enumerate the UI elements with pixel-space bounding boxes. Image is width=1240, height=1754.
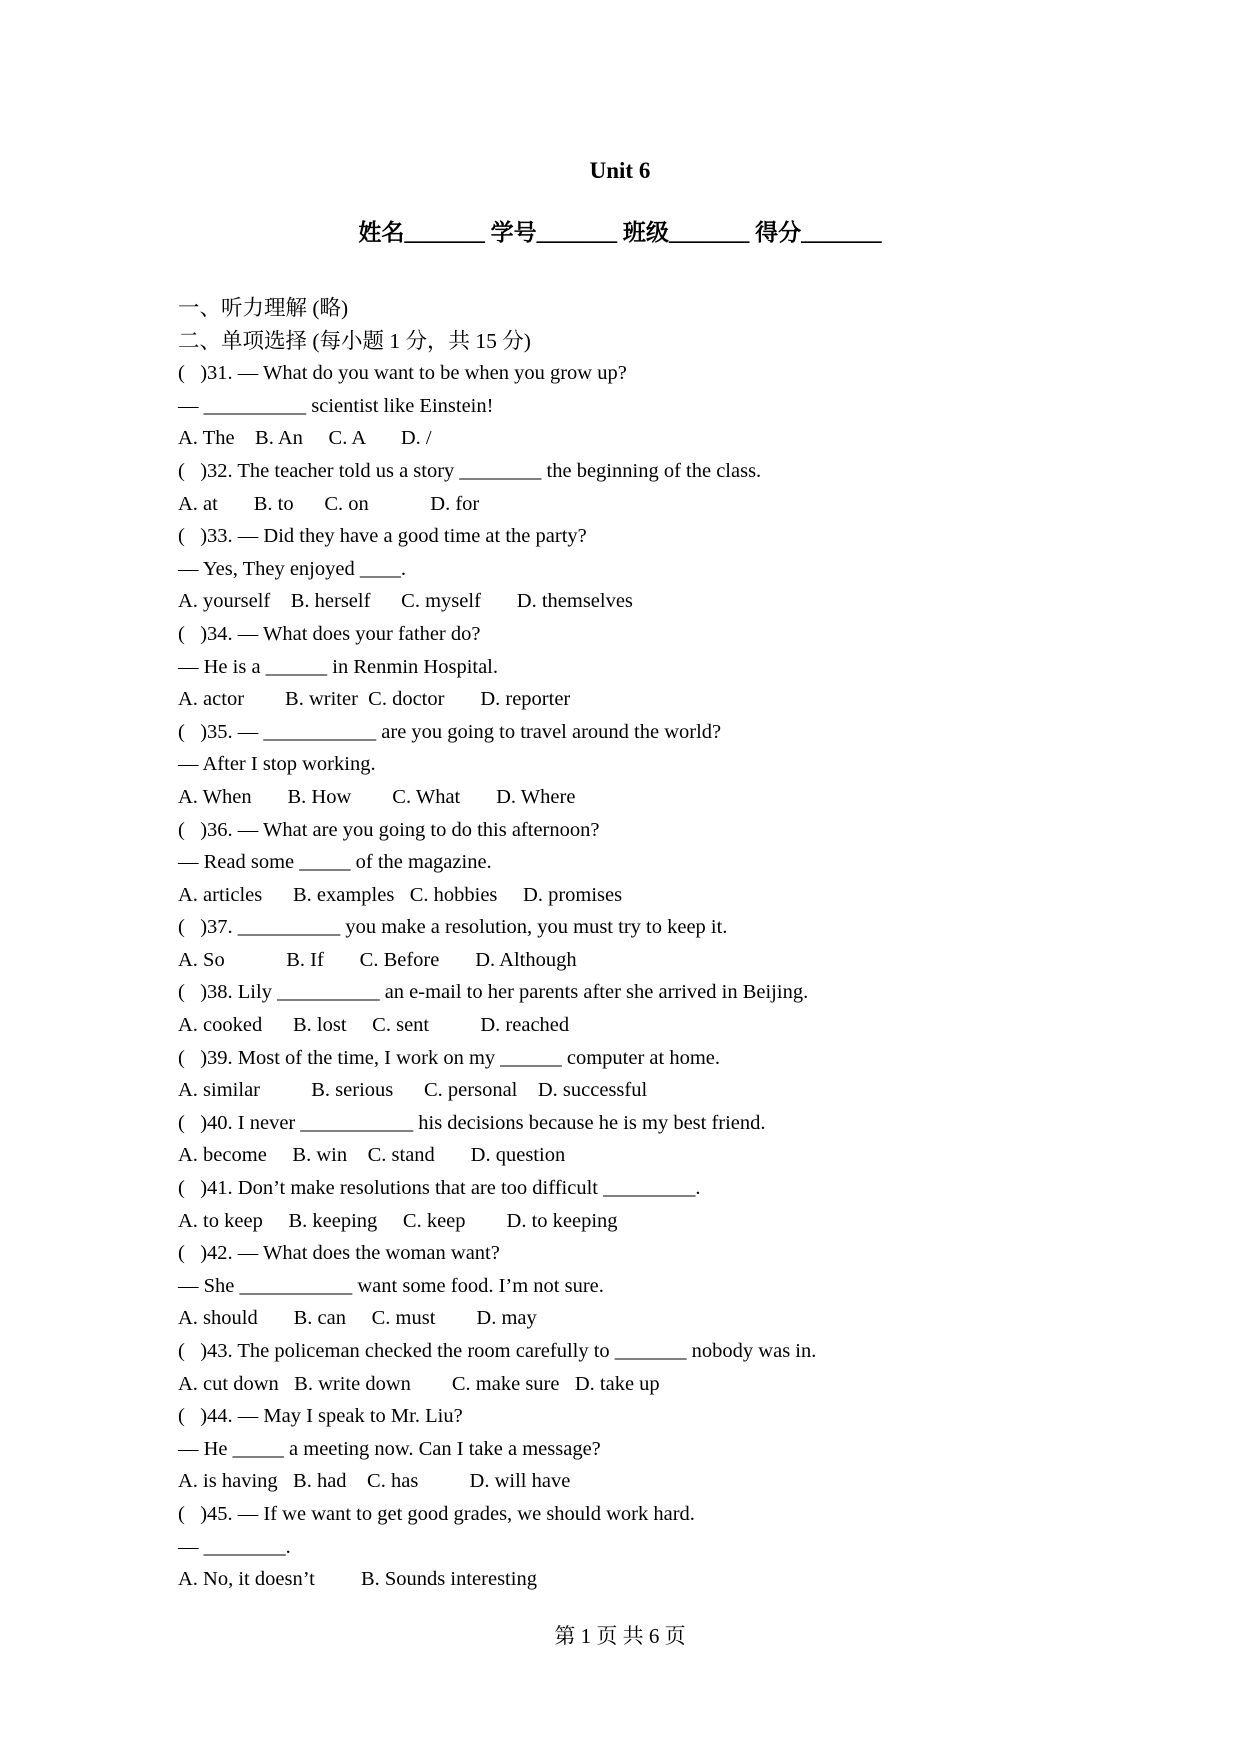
question-line: ( )41. Don’t make resolutions that are too difficult _________. — [178, 1177, 701, 1200]
question-line: ( )34. — What does your father do? — [178, 622, 481, 645]
options-line: A. should B. can C. must D. may — [178, 1307, 537, 1330]
student-field — [623, 220, 750, 245]
answer-line: — She ___________ want some food. I’m not sure. — [178, 1274, 604, 1297]
question-line: ( )45. — If we want to get good grades, we should work hard. — [178, 1502, 695, 1525]
question-line: ( )33. — Did they have a good time at the party? — [178, 525, 587, 548]
question-list — [178, 292, 1204, 1596]
question-line: ( )37. __________ you make a resolution, you must try to keep it. — [178, 916, 728, 939]
field-blank: _______ — [536, 220, 618, 245]
question-line: ( )42. — What does the woman want? — [178, 1242, 500, 1265]
question-line: ( )44. — May I speak to Mr. Liu? — [178, 1405, 463, 1428]
options-line: A. actor B. writer C. doctor D. reporter — [178, 688, 571, 711]
question-line: ( )40. I never ___________ his decisions because he is my best friend. — [178, 1111, 766, 1134]
options-line: A. cut down B. write down C. make sure D. take up — [178, 1372, 660, 1395]
section-heading: 一、听力理解 (略) — [178, 296, 349, 320]
field-blank: _______ — [668, 220, 750, 245]
answer-line: — ________. — [178, 1535, 291, 1558]
field-label: 姓名 — [358, 220, 405, 245]
field-label: 学号 — [490, 220, 537, 245]
answer-line: — Read some _____ of the magazine. — [178, 851, 492, 874]
field-blank: _______ — [801, 220, 882, 245]
answer-line: — After I stop working. — [178, 753, 376, 776]
question-line: ( )35. — ___________ are you going to travel around the world? — [178, 720, 722, 743]
question-line: ( )31. — What do you want to be when you grow up? — [178, 362, 627, 385]
options-line: A. yourself B. herself C. myself D. themselves — [178, 590, 633, 613]
options-line: A. articles B. examples C. hobbies D. promises — [178, 883, 623, 906]
options-line: A. at B. to C. on D. for — [178, 492, 480, 515]
student-field — [491, 220, 618, 245]
options-line: A. When B. How C. What D. Where — [178, 785, 576, 808]
question-line: ( )43. The policeman checked the room carefully to _______ nobody was in. — [178, 1340, 817, 1362]
question-line: ( )39. Most of the time, I work on my ______ computer at home. — [178, 1046, 721, 1069]
student-info-row — [0, 214, 1240, 247]
answer-line: — He _____ a meeting now. Can I take a message? — [178, 1437, 601, 1460]
field-label: 得分 — [755, 220, 802, 245]
options-line: A. become B. win C. stand D. question — [178, 1144, 566, 1167]
options-line: A. No, it doesn’t B. Sounds interesting — [178, 1568, 537, 1591]
question-line: ( )32. The teacher told us a story ________ the beginning of the class. — [178, 459, 762, 482]
answer-line: — He is a ______ in Renmin Hospital. — [178, 655, 499, 678]
answer-line: — Yes, They enjoyed ____. — [178, 557, 406, 580]
question-line: ( )36. — What are you going to do this afternoon? — [178, 818, 600, 841]
answer-line: — __________ scientist like Einstein! — [178, 394, 494, 417]
student-field — [358, 220, 485, 245]
options-line: A. to keep B. keeping C. keep D. to keeping — [178, 1209, 618, 1232]
options-line: A. similar B. serious C. personal D. successful — [178, 1079, 648, 1102]
field-label: 班级 — [622, 220, 669, 245]
question-line: ( )38. Lily __________ an e-mail to her parents after she arrived in Beijing. — [178, 981, 809, 1004]
field-blank: _______ — [404, 220, 485, 245]
options-line: A. cooked B. lost C. sent D. reached — [178, 1014, 570, 1037]
student-field — [755, 220, 882, 245]
options-line: A. The B. An C. A D. / — [178, 427, 432, 450]
options-line: A. is having B. had C. has D. will have — [178, 1470, 571, 1493]
page-number: 第 1 页 共 6 页 — [554, 1624, 686, 1648]
section-heading: 二、单项选择 (每小题 1 分，共 15 分) — [178, 328, 531, 353]
page-title: Unit 6 — [589, 158, 651, 183]
options-line: A. So B. If C. Before D. Although — [178, 948, 577, 971]
